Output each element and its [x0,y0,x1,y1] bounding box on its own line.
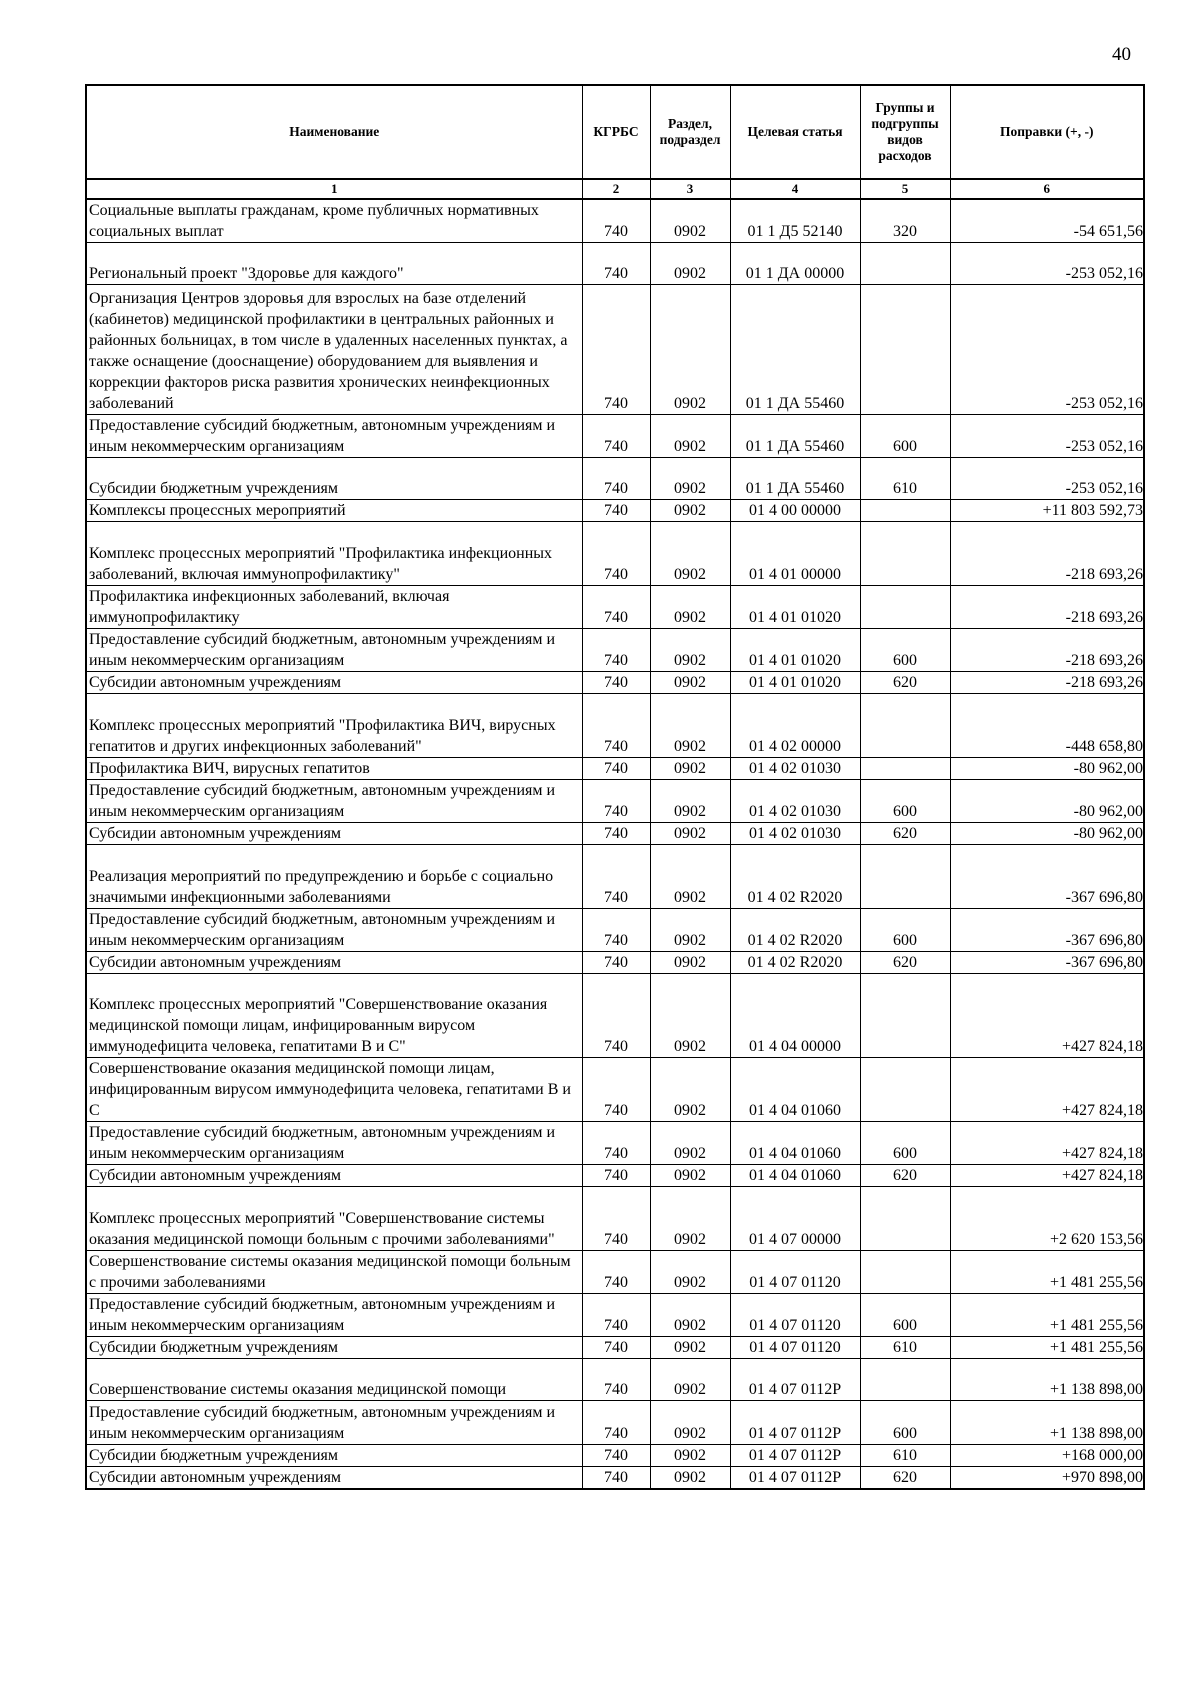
cell-razdel: 0902 [650,952,730,974]
cell-razdel: 0902 [650,780,730,823]
cell-tselevaya: 01 4 07 01120 [730,1294,860,1337]
cell-popravki: -218 693,26 [950,672,1144,694]
cell-tselevaya: 01 4 02 01030 [730,780,860,823]
cell-popravki: -54 651,56 [950,199,1144,243]
cell-gruppy [860,694,950,758]
cell-name: Субсидии автономным учреждениям [86,1467,582,1490]
cell-kgrbs: 740 [582,522,650,586]
cell-razdel: 0902 [650,694,730,758]
table-row [86,1251,1144,1294]
table-row [86,1122,1144,1165]
table-row [86,780,1144,823]
header-razdel: Раздел, подраздел [650,85,730,179]
cell-tselevaya: 01 4 01 01020 [730,629,860,672]
cell-razdel: 0902 [650,500,730,522]
cell-gruppy: 600 [860,780,950,823]
cell-gruppy: 600 [860,1122,950,1165]
cell-popravki: +2 620 153,56 [950,1187,1144,1251]
table-row [86,1359,1144,1401]
cell-razdel: 0902 [650,415,730,458]
cell-tselevaya: 01 1 ДА 55460 [730,458,860,500]
table-row [86,694,1144,758]
cell-name: Комплекс процессных мероприятий "Профилактика ВИЧ, вирусных гепатитов и других инфекционных заболеваний" [86,694,582,758]
cell-kgrbs: 740 [582,1445,650,1467]
cell-tselevaya: 01 1 ДА 55460 [730,285,860,415]
cell-razdel: 0902 [650,1294,730,1337]
cell-kgrbs: 740 [582,629,650,672]
cell-name: Организация Центров здоровья для взрослых на базе отделений (кабинетов) медицинской профилактики в центральных районных и районных больницах, в том числе в удаленных населенных пунктах, а также оснащение (дооснащение) оборудованием для выявления и коррекции факторов риска развития хронических неинфекционных заболеваний [86,285,582,415]
cell-kgrbs: 740 [582,845,650,909]
cell-kgrbs: 740 [582,1467,650,1490]
cell-kgrbs: 740 [582,1337,650,1359]
cell-popravki: -367 696,80 [950,909,1144,952]
cell-tselevaya: 01 4 04 01060 [730,1122,860,1165]
cell-kgrbs: 740 [582,758,650,780]
cell-gruppy [860,1058,950,1122]
cell-gruppy [860,974,950,1058]
cell-popravki: +970 898,00 [950,1467,1144,1490]
cell-tselevaya: 01 4 02 00000 [730,694,860,758]
header-kgrbs: КГРБС [582,85,650,179]
cell-kgrbs: 740 [582,823,650,845]
cell-gruppy: 620 [860,672,950,694]
table-row [86,285,1144,415]
cell-name: Субсидии автономным учреждениям [86,952,582,974]
cell-kgrbs: 740 [582,1401,650,1445]
header-name: Наименование [86,85,582,179]
cell-tselevaya: 01 4 07 0112P [730,1467,860,1490]
cell-tselevaya: 01 4 07 0112P [730,1359,860,1401]
cell-name: Комплекс процессных мероприятий "Профилактика инфекционных заболеваний, включая иммунопрофилактику" [86,522,582,586]
cell-name: Социальные выплаты гражданам, кроме публичных нормативных социальных выплат [86,199,582,243]
cell-name: Субсидии автономным учреждениям [86,823,582,845]
cell-kgrbs: 740 [582,1359,650,1401]
cell-tselevaya: 01 4 04 00000 [730,974,860,1058]
cell-kgrbs: 740 [582,672,650,694]
cell-razdel: 0902 [650,1401,730,1445]
column-number: 4 [730,179,860,199]
cell-gruppy [860,1359,950,1401]
table-row [86,974,1144,1058]
cell-razdel: 0902 [650,522,730,586]
cell-popravki: +427 824,18 [950,1165,1144,1187]
cell-popravki: +11 803 592,73 [950,500,1144,522]
column-number: 5 [860,179,950,199]
table-row [86,1445,1144,1467]
table-body [86,199,1144,1489]
table-header-row [86,85,1144,179]
cell-kgrbs: 740 [582,694,650,758]
cell-popravki: -80 962,00 [950,758,1144,780]
cell-name: Предоставление субсидий бюджетным, автономным учреждениям и иным некоммерческим организациям [86,780,582,823]
cell-name: Субсидии бюджетным учреждениям [86,1337,582,1359]
cell-gruppy: 320 [860,199,950,243]
cell-gruppy [860,1187,950,1251]
cell-razdel: 0902 [650,1251,730,1294]
page-number: 40 [1112,44,1131,65]
table-row [86,758,1144,780]
table-row [86,845,1144,909]
column-number-row [86,179,1144,199]
cell-gruppy: 620 [860,1165,950,1187]
cell-razdel: 0902 [650,1337,730,1359]
cell-gruppy: 600 [860,1401,950,1445]
cell-gruppy: 620 [860,823,950,845]
table-row [86,672,1144,694]
cell-kgrbs: 740 [582,285,650,415]
cell-popravki: -218 693,26 [950,629,1144,672]
cell-name: Комплекс процессных мероприятий "Совершенствование системы оказания медицинской помощи больным с прочими заболеваниями" [86,1187,582,1251]
cell-razdel: 0902 [650,1467,730,1490]
cell-kgrbs: 740 [582,1058,650,1122]
cell-popravki: +1 138 898,00 [950,1401,1144,1445]
cell-razdel: 0902 [650,845,730,909]
cell-kgrbs: 740 [582,1187,650,1251]
cell-tselevaya: 01 1 ДА 55460 [730,415,860,458]
cell-tselevaya: 01 4 01 00000 [730,522,860,586]
cell-name: Реализация мероприятий по предупреждению и борьбе с социально значимыми инфекционными заболеваниями [86,845,582,909]
cell-gruppy: 600 [860,1294,950,1337]
cell-popravki: -80 962,00 [950,780,1144,823]
cell-kgrbs: 740 [582,952,650,974]
cell-razdel: 0902 [650,1187,730,1251]
cell-kgrbs: 740 [582,974,650,1058]
cell-kgrbs: 740 [582,780,650,823]
table-row [86,199,1144,243]
cell-popravki: -80 962,00 [950,823,1144,845]
cell-razdel: 0902 [650,629,730,672]
table-row [86,1187,1144,1251]
cell-razdel: 0902 [650,458,730,500]
cell-tselevaya: 01 4 00 00000 [730,500,860,522]
cell-gruppy: 610 [860,1445,950,1467]
cell-gruppy [860,522,950,586]
cell-razdel: 0902 [650,823,730,845]
cell-gruppy [860,1251,950,1294]
cell-kgrbs: 740 [582,199,650,243]
cell-popravki: +1 481 255,56 [950,1337,1144,1359]
table-row [86,1058,1144,1122]
cell-name: Предоставление субсидий бюджетным, автономным учреждениям и иным некоммерческим организациям [86,415,582,458]
header-gruppy: Группы и подгруппы видов расходов [860,85,950,179]
table-row [86,823,1144,845]
cell-popravki: -253 052,16 [950,415,1144,458]
cell-name: Субсидии бюджетным учреждениям [86,1445,582,1467]
cell-razdel: 0902 [650,285,730,415]
cell-razdel: 0902 [650,672,730,694]
cell-razdel: 0902 [650,199,730,243]
cell-razdel: 0902 [650,243,730,285]
budget-amendments-table [85,84,1145,1490]
cell-popravki: -448 658,80 [950,694,1144,758]
cell-name: Субсидии автономным учреждениям [86,1165,582,1187]
cell-gruppy: 620 [860,1467,950,1490]
cell-tselevaya: 01 4 02 R2020 [730,952,860,974]
cell-kgrbs: 740 [582,458,650,500]
cell-razdel: 0902 [650,1165,730,1187]
cell-tselevaya: 01 4 07 0112P [730,1445,860,1467]
cell-tselevaya: 01 4 07 00000 [730,1187,860,1251]
cell-popravki: +1 138 898,00 [950,1359,1144,1401]
cell-gruppy: 600 [860,415,950,458]
table-row [86,500,1144,522]
cell-popravki: +427 824,18 [950,1122,1144,1165]
cell-popravki: -367 696,80 [950,845,1144,909]
cell-name: Субсидии автономным учреждениям [86,672,582,694]
cell-popravki: -218 693,26 [950,586,1144,629]
table-row [86,629,1144,672]
cell-name: Субсидии бюджетным учреждениям [86,458,582,500]
table-row [86,1467,1144,1490]
cell-gruppy: 610 [860,1337,950,1359]
header-tselevaya: Целевая статья [730,85,860,179]
table-row [86,1337,1144,1359]
cell-popravki: +427 824,18 [950,1058,1144,1122]
cell-name: Комплекс процессных мероприятий "Совершенствование оказания медицинской помощи лицам, инфицированным вирусом иммунодефицита человека, гепатитами В и С" [86,974,582,1058]
cell-popravki: +1 481 255,56 [950,1294,1144,1337]
cell-popravki: -218 693,26 [950,522,1144,586]
column-number: 3 [650,179,730,199]
cell-tselevaya: 01 4 02 01030 [730,823,860,845]
cell-name: Региональный проект "Здоровье для каждого" [86,243,582,285]
cell-name: Совершенствование системы оказания медицинской помощи [86,1359,582,1401]
cell-name: Предоставление субсидий бюджетным, автономным учреждениям и иным некоммерческим организациям [86,1122,582,1165]
cell-razdel: 0902 [650,1122,730,1165]
cell-tselevaya: 01 4 04 01060 [730,1165,860,1187]
table-row [86,458,1144,500]
cell-razdel: 0902 [650,758,730,780]
cell-popravki: +427 824,18 [950,974,1144,1058]
cell-kgrbs: 740 [582,500,650,522]
cell-name: Предоставление субсидий бюджетным, автономным учреждениям и иным некоммерческим организациям [86,1294,582,1337]
cell-tselevaya: 01 1 Д5 52140 [730,199,860,243]
cell-tselevaya: 01 1 ДА 00000 [730,243,860,285]
cell-gruppy [860,243,950,285]
cell-gruppy: 610 [860,458,950,500]
cell-name: Профилактика инфекционных заболеваний, включая иммунопрофилактику [86,586,582,629]
table-row [86,1294,1144,1337]
cell-gruppy [860,845,950,909]
cell-popravki: -253 052,16 [950,458,1144,500]
cell-gruppy [860,758,950,780]
cell-name: Предоставление субсидий бюджетным, автономным учреждениям и иным некоммерческим организациям [86,629,582,672]
cell-tselevaya: 01 4 02 R2020 [730,909,860,952]
cell-tselevaya: 01 4 07 0112P [730,1401,860,1445]
header-popravki: Поправки (+, -) [950,85,1144,179]
cell-name: Предоставление субсидий бюджетным, автономным учреждениям и иным некоммерческим организациям [86,1401,582,1445]
table-row [86,909,1144,952]
cell-razdel: 0902 [650,974,730,1058]
cell-kgrbs: 740 [582,909,650,952]
table-row [86,952,1144,974]
cell-gruppy [860,586,950,629]
cell-tselevaya: 01 4 01 01020 [730,672,860,694]
cell-name: Профилактика ВИЧ, вирусных гепатитов [86,758,582,780]
cell-popravki: -253 052,16 [950,285,1144,415]
column-number: 1 [86,179,582,199]
cell-tselevaya: 01 4 04 01060 [730,1058,860,1122]
cell-kgrbs: 740 [582,1294,650,1337]
cell-razdel: 0902 [650,1058,730,1122]
cell-gruppy: 620 [860,952,950,974]
cell-kgrbs: 740 [582,415,650,458]
column-number: 6 [950,179,1144,199]
cell-popravki: +168 000,00 [950,1445,1144,1467]
cell-razdel: 0902 [650,1359,730,1401]
cell-tselevaya: 01 4 02 R2020 [730,845,860,909]
cell-gruppy [860,285,950,415]
table-row [86,1165,1144,1187]
cell-name: Совершенствование системы оказания медицинской помощи больным с прочими заболеваниями [86,1251,582,1294]
table-row [86,243,1144,285]
column-number: 2 [582,179,650,199]
cell-gruppy: 600 [860,909,950,952]
table-row [86,586,1144,629]
cell-name: Предоставление субсидий бюджетным, автономным учреждениям и иным некоммерческим организациям [86,909,582,952]
cell-gruppy: 600 [860,629,950,672]
cell-razdel: 0902 [650,1445,730,1467]
cell-tselevaya: 01 4 07 01120 [730,1337,860,1359]
cell-gruppy [860,500,950,522]
cell-kgrbs: 740 [582,1251,650,1294]
cell-tselevaya: 01 4 02 01030 [730,758,860,780]
cell-popravki: -253 052,16 [950,243,1144,285]
cell-kgrbs: 740 [582,586,650,629]
cell-kgrbs: 740 [582,1165,650,1187]
table-row [86,1401,1144,1445]
cell-name: Комплексы процессных мероприятий [86,500,582,522]
table-row [86,522,1144,586]
cell-kgrbs: 740 [582,243,650,285]
cell-tselevaya: 01 4 07 01120 [730,1251,860,1294]
cell-razdel: 0902 [650,909,730,952]
table-row [86,415,1144,458]
cell-razdel: 0902 [650,586,730,629]
cell-popravki: -367 696,80 [950,952,1144,974]
cell-kgrbs: 740 [582,1122,650,1165]
cell-name: Совершенствование оказания медицинской помощи лицам, инфицированным вирусом иммунодефицита человека, гепатитами В и С [86,1058,582,1122]
cell-popravki: +1 481 255,56 [950,1251,1144,1294]
cell-tselevaya: 01 4 01 01020 [730,586,860,629]
